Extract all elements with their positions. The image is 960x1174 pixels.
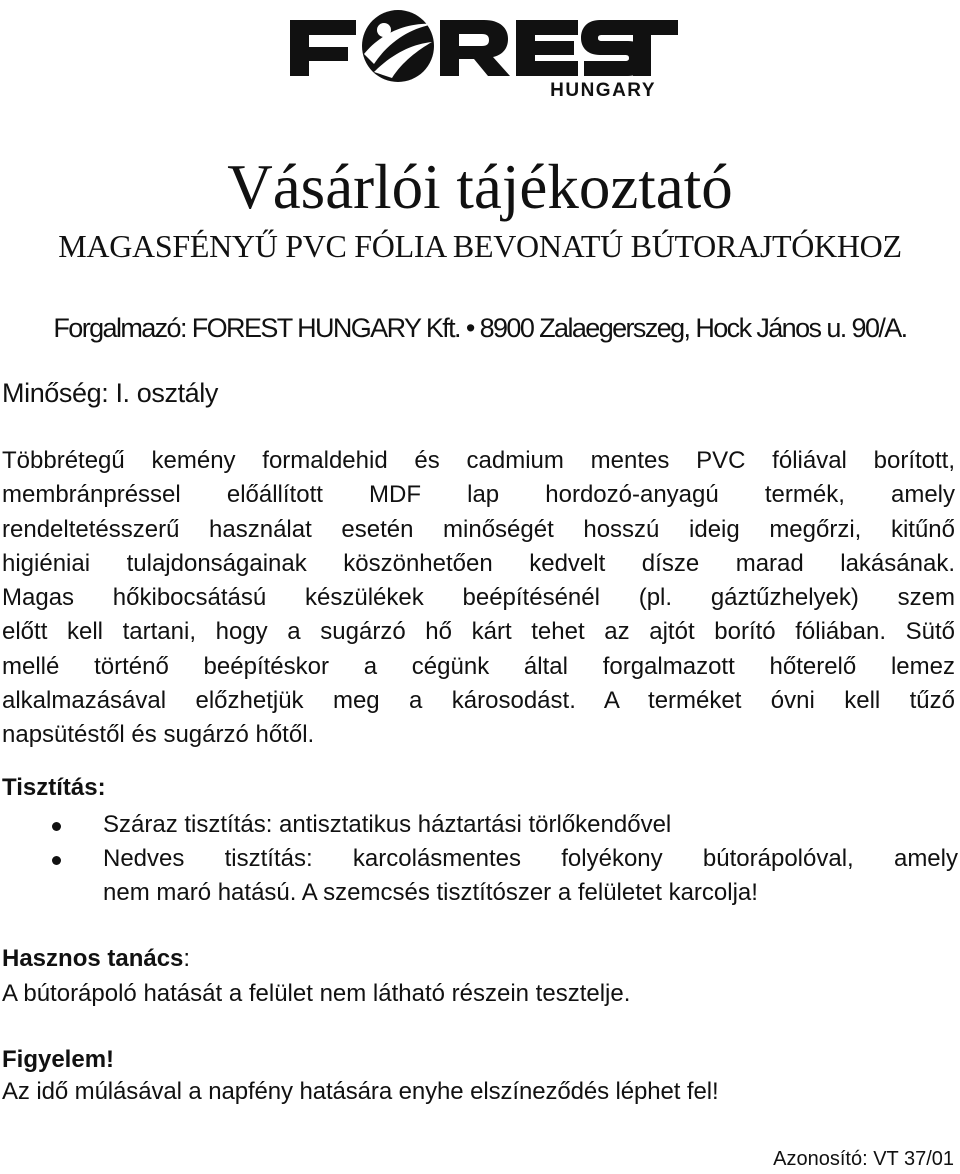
- intro-line: napsütéstől és sugárzó hőtől.: [2, 721, 315, 749]
- intro-line: membránpréssel előállított MDF lap hordozó-anyagú termék, amely: [2, 481, 955, 509]
- intro-line: Többrétegű kemény formaldehid és cadmium mentes PVC fóliával borított,: [2, 447, 955, 474]
- bullet-icon: [52, 856, 61, 865]
- logo-globe-o: [362, 10, 434, 82]
- warning-text: Az idő múlásával a napfény hatására enyhe elszíneződés léphet fel!: [2, 1078, 719, 1105]
- intro-line: mellé történő beépítéskor a cégünk által forgalmazott hőterelő lemez: [2, 652, 955, 680]
- intro-line: alkalmazásával előzhetjük meg a károsodást. A terméket óvni kell tűző: [2, 687, 955, 715]
- warning-heading: Figyelem!: [2, 1046, 115, 1073]
- list-item: [0, 842, 958, 910]
- intro-line: rendeltetésszerű használat esetén minőségét hosszú ideig megőrzi, kitűnő: [2, 515, 955, 543]
- document-subtitle: MAGASFÉNYŰ PVC FÓLIA BEVONATÚ BÚTORAJTÓKHOZ: [58, 228, 902, 264]
- list-item: [0, 808, 958, 842]
- forest-hungary-logo: [288, 4, 678, 100]
- wet-cleaning-line: nem maró hatású. A szemcsés tisztítószer a felületet karcolja!: [103, 879, 758, 906]
- logo-graphic: [288, 4, 678, 100]
- wet-cleaning-line: Nedves tisztítás: karcolásmentes folyékony bútorápolóval, amely: [103, 845, 958, 872]
- intro-line: Magas hőkibocsátású készülékek beépítésénél (pl. gáztűzhelyek) szem: [2, 584, 955, 612]
- dry-cleaning-text: Száraz tisztítás: antisztatikus háztartási törlőkendővel: [103, 811, 672, 838]
- document-identifier: Azonosító: VT 37/01: [773, 1148, 954, 1170]
- quality-line: Minőség: I. osztály: [2, 378, 218, 408]
- logo-letter-f: [290, 20, 356, 76]
- bullet-icon: [52, 822, 61, 831]
- intro-line: előtt kell tartani, hogy a sugárzó hő kárt tehet az ajtót borító fóliában. Sütő: [2, 618, 955, 646]
- wet-cleaning-text: [103, 842, 958, 910]
- tip-heading-row: [2, 944, 190, 974]
- tip-heading: Hasznos tanács: [2, 945, 184, 972]
- intro-line: higiéniai tulajdonságainak köszönhetően kedvelt dísze marad lakásának.: [2, 549, 955, 577]
- logo-letter-e: [516, 20, 578, 76]
- tip-text: A bútorápoló hatását a felület nem látható részein tesztelje.: [2, 980, 631, 1007]
- cleaning-list: [0, 808, 958, 910]
- logo-letter-r: [440, 20, 510, 76]
- distributor-line: Forgalmazó: FOREST HUNGARY Kft. • 8900 Zalaegerszeg, Hock János u. 90/A.: [53, 313, 907, 343]
- cleaning-heading: Tisztítás:: [2, 774, 106, 801]
- logo-hungary-text: HUNGARY: [550, 80, 656, 100]
- document-title: Vásárlói tájékoztató: [227, 152, 733, 222]
- intro-paragraph: [2, 444, 955, 753]
- tip-heading-colon: :: [183, 945, 191, 972]
